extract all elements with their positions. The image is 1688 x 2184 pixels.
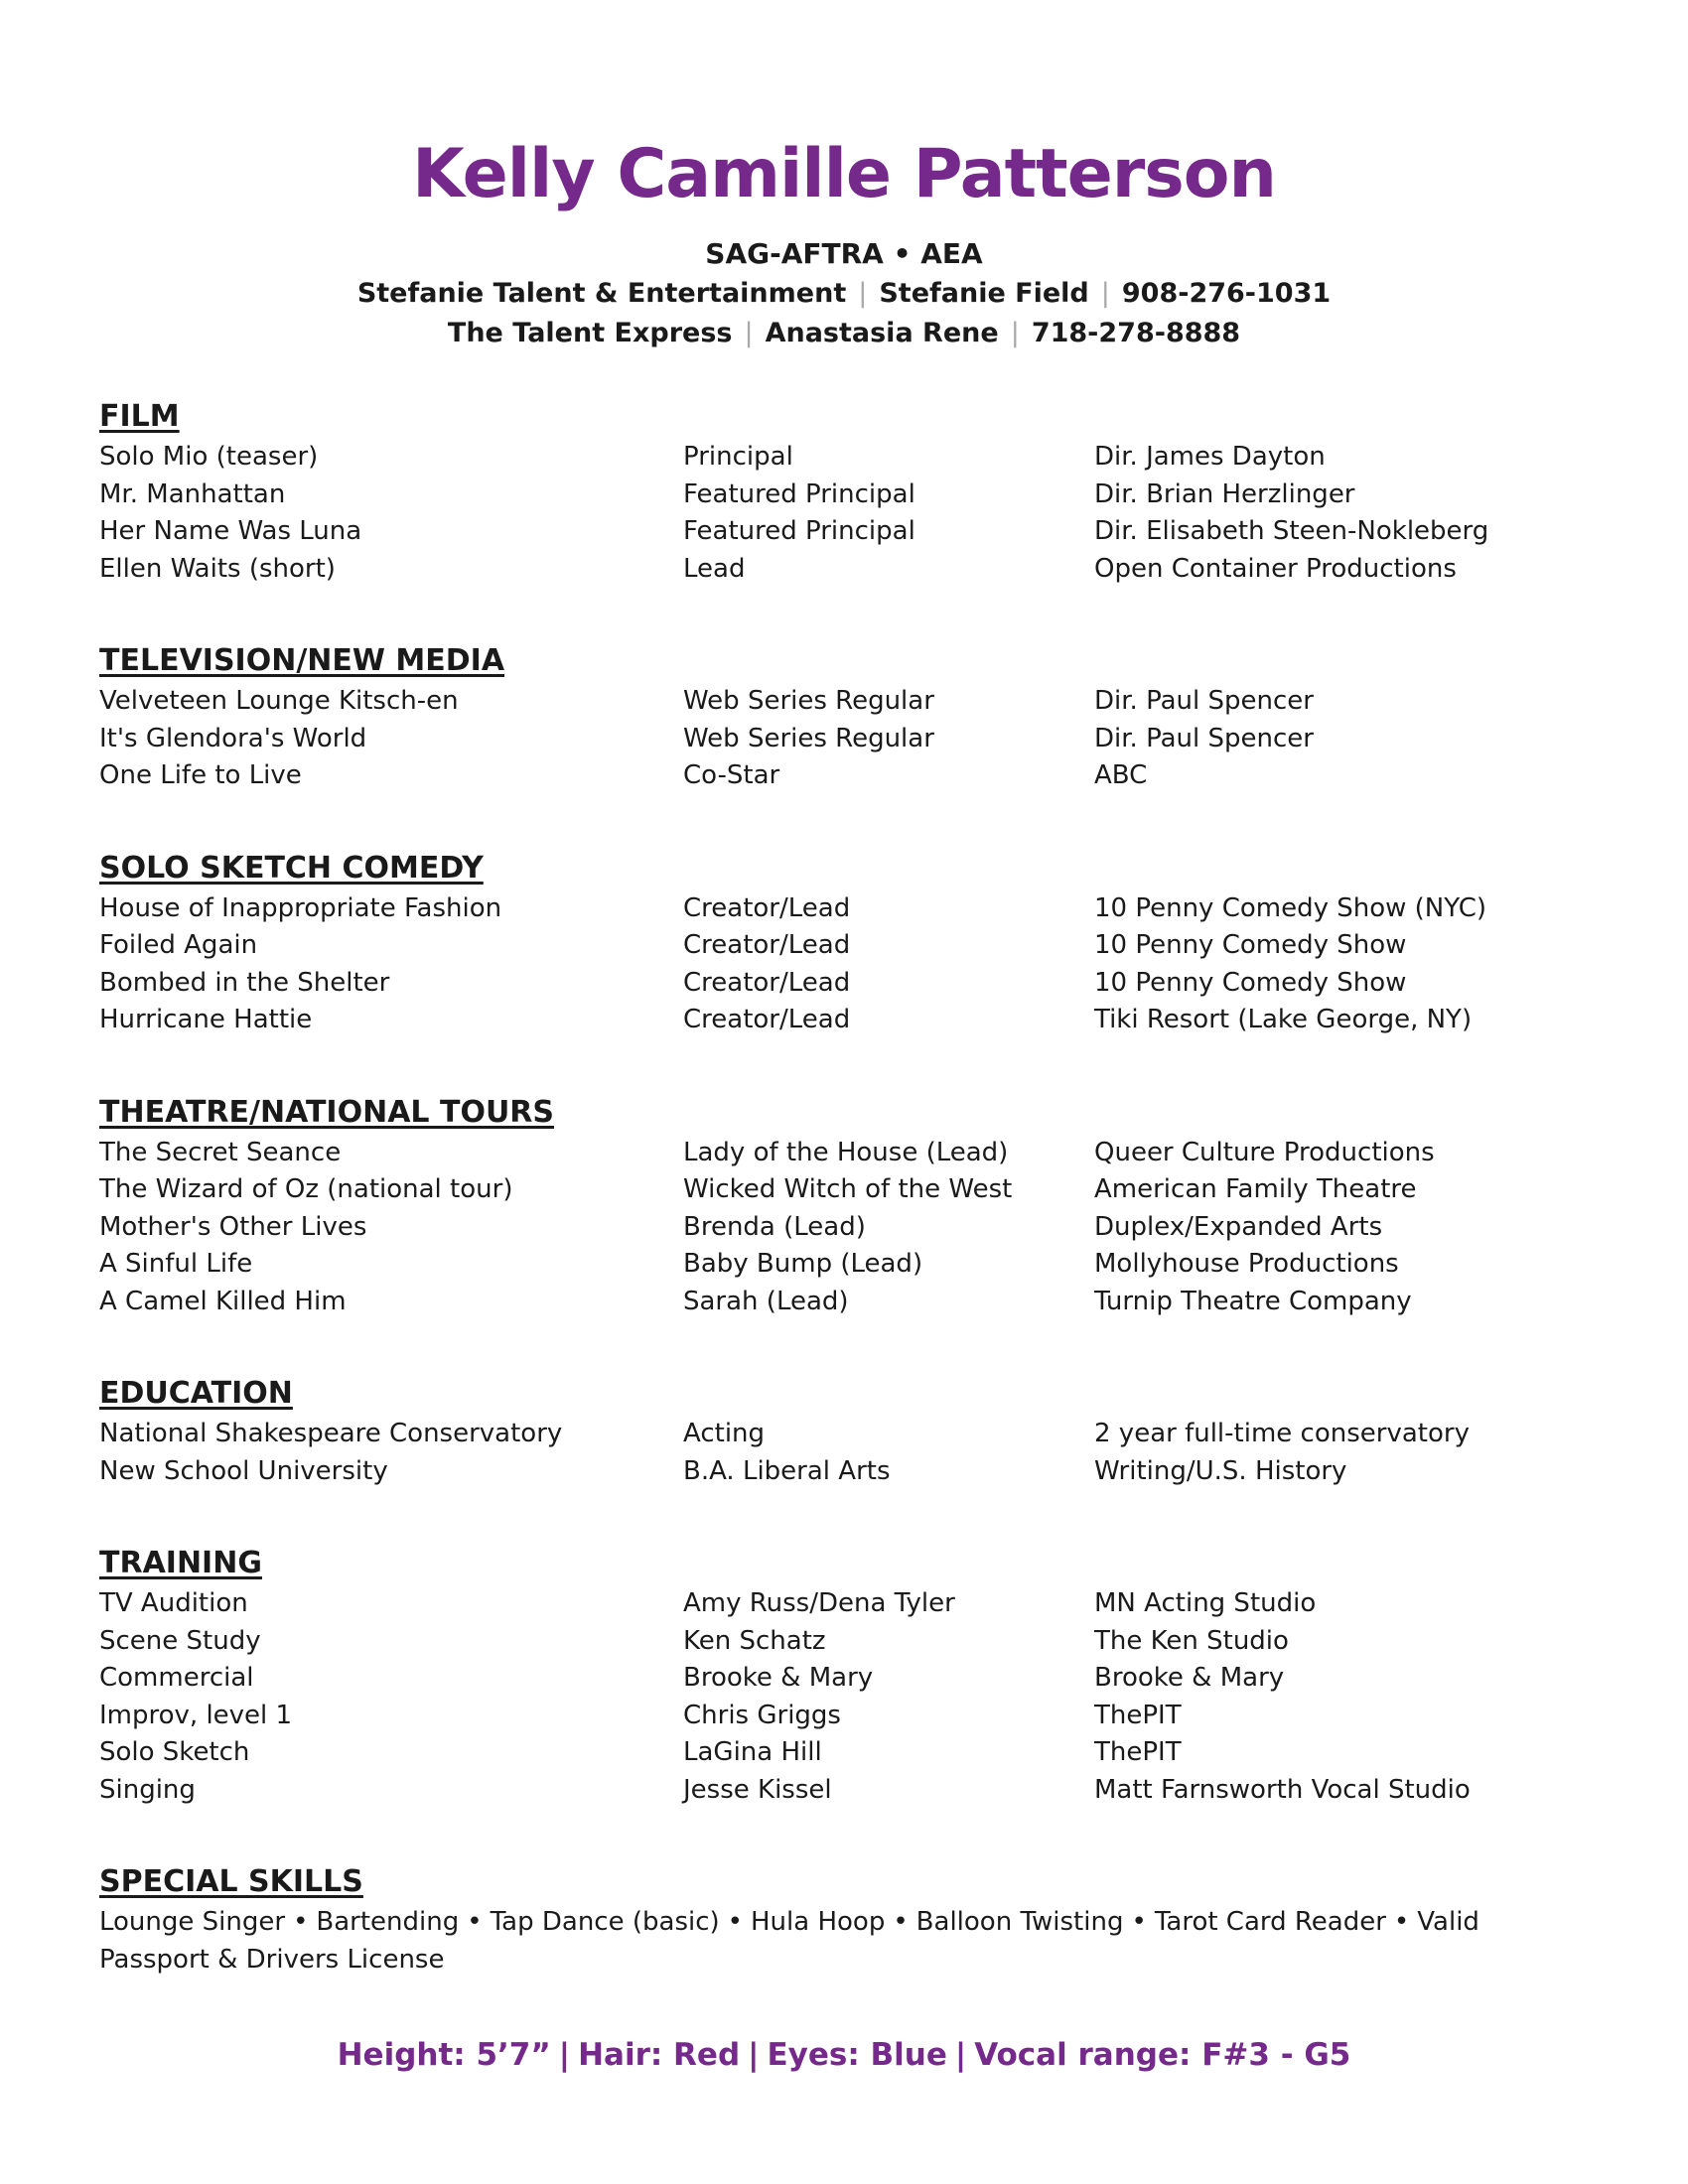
credit-row bbox=[99, 757, 1589, 795]
credit-role: Acting bbox=[683, 1419, 766, 1448]
credit-title: Commercial bbox=[99, 1663, 254, 1693]
section-title: FILM bbox=[99, 399, 180, 434]
credit-company: Dir. Brian Herzlinger bbox=[1094, 478, 1355, 509]
divider: | bbox=[954, 2037, 967, 2073]
credit-role: Chris Griggs bbox=[683, 1700, 841, 1730]
credit-row bbox=[99, 1453, 1589, 1491]
credit-role: Wicked Witch of the West bbox=[683, 1174, 1013, 1204]
section-title: SOLO SKETCH COMEDY bbox=[99, 850, 484, 886]
credit-title: National Shakespeare Conservatory bbox=[99, 1419, 563, 1448]
credit-role: Jesse Kissel bbox=[683, 1774, 832, 1805]
credit-role: Sarah (Lead) bbox=[683, 1286, 849, 1316]
credit-row bbox=[99, 927, 1589, 965]
credit-company: Tiki Resort (Lake George, NY) bbox=[1094, 1005, 1473, 1034]
section-title: TELEVISION/NEW MEDIA bbox=[99, 643, 505, 678]
credit-title: Her Name Was Luna bbox=[99, 516, 362, 546]
credit-row bbox=[99, 1135, 1589, 1172]
credit-row bbox=[99, 1734, 1589, 1772]
credit-company: MN Acting Studio bbox=[1094, 1588, 1317, 1618]
section-title: THEATRE/NATIONAL TOURS bbox=[99, 1094, 555, 1130]
height-stat: Height: 5’7” bbox=[337, 2037, 551, 2073]
credit-company: 10 Penny Comedy Show bbox=[1094, 967, 1407, 998]
credit-role: Baby Bump (Lead) bbox=[683, 1249, 923, 1279]
credit-role: Amy Russ/Dena Tyler bbox=[683, 1588, 955, 1618]
skill-item: Hula Hoop bbox=[751, 1907, 886, 1937]
credit-company: Writing/U.S. History bbox=[1094, 1455, 1347, 1486]
credit-list bbox=[99, 1416, 1589, 1490]
credit-company: Open Container Productions bbox=[1094, 553, 1457, 584]
credit-row bbox=[99, 1284, 1589, 1321]
credit-title: New School University bbox=[99, 1455, 388, 1486]
credit-row bbox=[99, 683, 1589, 721]
section-film bbox=[99, 395, 1589, 588]
credit-company: Brooke & Mary bbox=[1094, 1663, 1285, 1693]
credit-title: Solo Sketch bbox=[99, 1737, 250, 1767]
credit-company: 10 Penny Comedy Show bbox=[1094, 930, 1407, 960]
credit-row bbox=[99, 1585, 1589, 1623]
credit-title: A Camel Killed Him bbox=[99, 1286, 347, 1316]
credit-row bbox=[99, 1002, 1589, 1039]
credit-title: Velveteen Lounge Kitsch-en bbox=[99, 686, 459, 716]
credit-list bbox=[99, 890, 1589, 1039]
section-special-skills bbox=[99, 1860, 1589, 1979]
credit-role: Creator/Lead bbox=[683, 892, 851, 923]
credit-role: Web Series Regular bbox=[683, 723, 934, 753]
credit-company: Matt Farnsworth Vocal Studio bbox=[1094, 1774, 1471, 1805]
credit-company: 10 Penny Comedy Show (NYC) bbox=[1094, 892, 1487, 923]
skills-list bbox=[99, 1904, 1509, 1979]
credit-row bbox=[99, 477, 1589, 514]
credit-row bbox=[99, 513, 1589, 551]
agency-phone: 718-278-8888 bbox=[1031, 318, 1241, 348]
credit-row bbox=[99, 721, 1589, 758]
credit-title: Mr. Manhattan bbox=[99, 478, 286, 509]
agency-name: Stefanie Talent & Entertainment bbox=[356, 278, 847, 309]
bullet-separator: • bbox=[727, 1907, 743, 1937]
credit-company: Dir. Paul Spencer bbox=[1094, 723, 1314, 753]
divider: | bbox=[748, 2037, 760, 2073]
credit-role: Lead bbox=[683, 553, 746, 584]
credit-title: The Wizard of Oz (national tour) bbox=[99, 1174, 513, 1204]
credit-list bbox=[99, 683, 1589, 795]
credit-role: Creator/Lead bbox=[683, 930, 851, 960]
credit-list bbox=[99, 439, 1589, 588]
bullet-separator: • bbox=[893, 1907, 909, 1937]
credit-company: Mollyhouse Productions bbox=[1094, 1249, 1399, 1279]
credit-role: Web Series Regular bbox=[683, 686, 934, 716]
credit-role: Creator/Lead bbox=[683, 1005, 851, 1034]
credit-role: B.A. Liberal Arts bbox=[683, 1455, 891, 1486]
agency-line-1 bbox=[0, 274, 1688, 314]
credit-title: TV Audition bbox=[99, 1588, 248, 1618]
divider: | bbox=[744, 318, 754, 348]
vocal-range-stat: Vocal range: F#3 - G5 bbox=[974, 2037, 1351, 2073]
divider: | bbox=[858, 278, 868, 309]
credit-role: Brooke & Mary bbox=[683, 1663, 874, 1693]
physical-stats bbox=[0, 2033, 1688, 2077]
section-theatre bbox=[99, 1091, 1589, 1321]
credit-row bbox=[99, 1246, 1589, 1284]
credit-role: Brenda (Lead) bbox=[683, 1211, 866, 1242]
agency-line-2 bbox=[0, 314, 1688, 353]
agent-name: Stefanie Field bbox=[879, 278, 1089, 309]
bullet-separator: • bbox=[467, 1907, 483, 1937]
credit-title: Solo Mio (teaser) bbox=[99, 442, 319, 472]
credit-company: ABC bbox=[1094, 760, 1148, 790]
credit-company: ThePIT bbox=[1094, 1700, 1182, 1730]
credit-title: Hurricane Hattie bbox=[99, 1005, 313, 1034]
credit-company: Dir. James Dayton bbox=[1094, 442, 1326, 472]
union-affiliations: SAG-AFTRA • AEA bbox=[705, 237, 983, 270]
section-training bbox=[99, 1542, 1589, 1809]
credit-company: Dir. Elisabeth Steen-Nokleberg bbox=[1094, 516, 1489, 546]
credit-row bbox=[99, 551, 1589, 589]
credit-list bbox=[99, 1135, 1589, 1321]
credit-row bbox=[99, 965, 1589, 1003]
skill-item: Balloon Twisting bbox=[915, 1907, 1124, 1937]
section-title: EDUCATION bbox=[99, 1376, 293, 1411]
credit-title: Mother's Other Lives bbox=[99, 1211, 367, 1242]
credit-company: Queer Culture Productions bbox=[1094, 1137, 1435, 1167]
credit-company: Duplex/Expanded Arts bbox=[1094, 1211, 1383, 1242]
credit-role: Lady of the House (Lead) bbox=[683, 1137, 1009, 1167]
credit-row bbox=[99, 1171, 1589, 1209]
credit-title: House of Inappropriate Fashion bbox=[99, 892, 502, 923]
credit-company: The Ken Studio bbox=[1094, 1625, 1289, 1656]
credit-title: Bombed in the Shelter bbox=[99, 967, 390, 998]
credit-title: One Life to Live bbox=[99, 760, 302, 790]
divider: | bbox=[1010, 318, 1020, 348]
credit-company: ThePIT bbox=[1094, 1737, 1182, 1767]
credit-title: Ellen Waits (short) bbox=[99, 553, 336, 584]
resume-body bbox=[99, 395, 1589, 2030]
credit-role: Featured Principal bbox=[683, 516, 915, 546]
credit-role: Ken Schatz bbox=[683, 1625, 826, 1656]
bullet-separator: • bbox=[1131, 1907, 1147, 1937]
skill-item: Valid Passport & Drivers License bbox=[99, 1907, 1479, 1975]
credit-title: Scene Study bbox=[99, 1625, 261, 1656]
hair-stat: Hair: Red bbox=[578, 2037, 741, 2073]
skill-item: Lounge Singer bbox=[99, 1907, 286, 1937]
section-solo-sketch bbox=[99, 847, 1589, 1039]
credit-title: Improv, level 1 bbox=[99, 1700, 293, 1730]
credit-row bbox=[99, 1416, 1589, 1453]
skill-item: Tarot Card Reader bbox=[1154, 1907, 1386, 1937]
credit-list bbox=[99, 1585, 1589, 1809]
credit-row bbox=[99, 1209, 1589, 1247]
agency-name: The Talent Express bbox=[447, 318, 733, 348]
credit-role: Principal bbox=[683, 442, 793, 472]
credit-title: Foiled Again bbox=[99, 930, 258, 960]
divider: | bbox=[558, 2037, 571, 2073]
bullet-separator: • bbox=[1393, 1907, 1410, 1937]
credit-title: The Secret Seance bbox=[99, 1137, 342, 1167]
skill-item: Tap Dance (basic) bbox=[490, 1907, 720, 1937]
section-television bbox=[99, 639, 1589, 795]
credit-row bbox=[99, 1660, 1589, 1698]
credit-role: LaGina Hill bbox=[683, 1737, 822, 1767]
eyes-stat: Eyes: Blue bbox=[767, 2037, 947, 2073]
agency-phone: 908-276-1031 bbox=[1121, 278, 1332, 309]
credit-title: Singing bbox=[99, 1774, 196, 1805]
credit-title: A Sinful Life bbox=[99, 1249, 253, 1279]
section-title: TRAINING bbox=[99, 1546, 262, 1580]
section-education bbox=[99, 1372, 1589, 1490]
credit-row bbox=[99, 1623, 1589, 1661]
credit-row bbox=[99, 439, 1589, 477]
credit-title: It's Glendora's World bbox=[99, 723, 367, 753]
credit-company: American Family Theatre bbox=[1094, 1174, 1417, 1204]
performer-name: Kelly Camille Patterson bbox=[412, 135, 1276, 213]
credit-role: Featured Principal bbox=[683, 478, 915, 509]
credit-row bbox=[99, 890, 1589, 928]
credit-row bbox=[99, 1772, 1589, 1810]
section-title: SPECIAL SKILLS bbox=[99, 1864, 363, 1899]
credit-role: Creator/Lead bbox=[683, 967, 851, 998]
credit-company: Turnip Theatre Company bbox=[1094, 1286, 1412, 1316]
divider: | bbox=[1100, 278, 1110, 309]
credit-row bbox=[99, 1698, 1589, 1735]
agent-name: Anastasia Rene bbox=[765, 318, 999, 348]
skill-item: Bartending bbox=[316, 1907, 460, 1937]
credit-role: Co-Star bbox=[683, 760, 780, 790]
bullet-separator: • bbox=[293, 1907, 309, 1937]
resume-header bbox=[0, 127, 1688, 353]
credit-company: 2 year full-time conservatory bbox=[1094, 1419, 1470, 1448]
credit-company: Dir. Paul Spencer bbox=[1094, 686, 1314, 716]
